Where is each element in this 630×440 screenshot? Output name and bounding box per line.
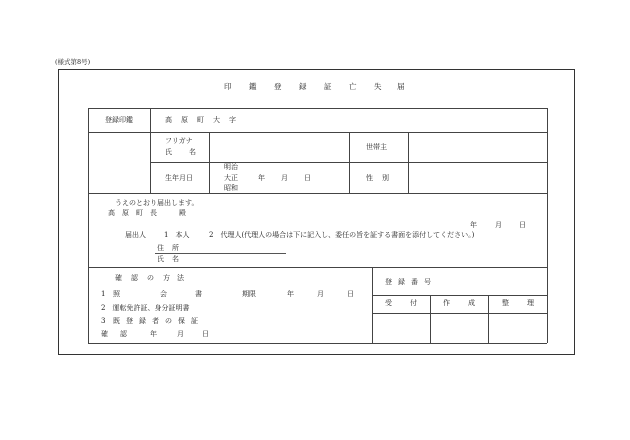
address-char: 高 [165, 116, 172, 124]
agent-name-char: 名 [172, 255, 179, 263]
declaration-text: うえのとおり届出します。 [115, 199, 199, 207]
method1-day-label: 日 [347, 290, 354, 298]
method3-char: 登 [126, 317, 133, 325]
method1-char: 照 [113, 290, 120, 298]
table-rule [430, 295, 431, 343]
householder-label: 世帯主 [366, 143, 387, 151]
form-title-char: 登 [274, 82, 282, 91]
addressee-char: 殿 [179, 209, 186, 217]
form-title-char: 証 [324, 82, 332, 91]
confirm-month-label: 月 [177, 330, 184, 338]
registered-seal-label: 登録印鑑 [105, 116, 133, 124]
form-number: (様式第8号) [55, 58, 91, 66]
confirm-day-label: 日 [202, 330, 209, 338]
addressee-char: 町 [136, 209, 143, 217]
agent-name-char: 氏 [157, 255, 164, 263]
reg-number-char: 号 [424, 278, 431, 286]
sex-label-char: 性 [366, 174, 373, 182]
birth-month-label: 月 [281, 174, 288, 182]
form-title-char: 録 [299, 82, 307, 91]
method1-number: 1 [101, 290, 106, 298]
form-title-char: 亡 [349, 82, 357, 91]
method1-char: 会 [160, 290, 167, 298]
table-rule-bottom [88, 343, 547, 344]
table-rule [88, 132, 547, 133]
name-label-char: 名 [189, 148, 196, 156]
era-showa: 昭和 [224, 184, 238, 192]
table-rule-left [88, 108, 89, 343]
method3-char: 保 [178, 317, 185, 325]
table-rule [150, 108, 151, 193]
era-taisho: 大正 [224, 174, 238, 182]
prepared-label-char: 作 [443, 299, 450, 307]
method3-char: 証 [191, 317, 198, 325]
table-rule [372, 313, 547, 314]
notice-year-label: 年 [470, 221, 477, 229]
method1-period-label: 期限 [242, 290, 256, 298]
verification-heading-char: 認 [131, 274, 138, 282]
sex-label-char: 別 [382, 174, 389, 182]
applicant-option-self: 1 本人 [164, 231, 190, 239]
prepared-label-char: 成 [468, 299, 475, 307]
name-label-char: 氏 [165, 148, 172, 156]
reg-number-char: 録 [398, 278, 405, 286]
form-title-char: 印 [224, 82, 232, 91]
method3-char: 既 [113, 317, 120, 325]
birth-year-label: 年 [258, 174, 265, 182]
applicant-option-agent: 2 代理人(代理人の場合は下に記入し、委任の旨を証する書面を添付してください。) [209, 231, 475, 239]
addressee-char: 長 [150, 209, 157, 217]
method3-char: 者 [152, 317, 159, 325]
notice-month-label: 月 [495, 221, 502, 229]
table-rule [372, 295, 547, 296]
addressee-char: 高 [108, 209, 115, 217]
birthdate-label: 生年月日 [165, 174, 193, 182]
table-rule [88, 193, 547, 194]
method2-text: 2 運転免許証、身分証明書 [101, 304, 190, 312]
method1-month-label: 月 [317, 290, 324, 298]
era-meiji: 明治 [224, 163, 238, 171]
received-label-char: 受 [385, 299, 392, 307]
confirm-label-char: 確 [101, 330, 108, 338]
table-rule [408, 132, 409, 193]
address-char: 字 [229, 116, 236, 124]
confirm-year-label: 年 [150, 330, 157, 338]
verification-heading-char: 確 [115, 274, 122, 282]
notice-day-label: 日 [519, 221, 526, 229]
table-rule-right [547, 108, 548, 343]
reg-number-char: 登 [385, 278, 392, 286]
filed-label-char: 整 [502, 299, 509, 307]
received-label-char: 付 [410, 299, 417, 307]
confirm-label-char: 認 [120, 330, 127, 338]
table-rule [349, 132, 350, 193]
verification-heading-char: 法 [177, 274, 184, 282]
verification-heading-char: 方 [163, 274, 170, 282]
applicant-label: 届出人 [125, 231, 146, 239]
table-rule [488, 295, 489, 343]
agent-address-char: 所 [172, 244, 179, 252]
table-rule-top [88, 108, 547, 109]
form-title-char: 鑑 [249, 82, 257, 91]
method1-year-label: 年 [287, 290, 294, 298]
verification-heading-char: の [147, 274, 154, 282]
addressee-char: 原 [122, 209, 129, 217]
birth-day-label: 日 [304, 174, 311, 182]
address-char: 町 [197, 116, 204, 124]
method3-char: の [165, 317, 172, 325]
table-rule [88, 267, 547, 268]
furigana-label: フリガナ [165, 137, 193, 145]
address-char: 大 [213, 116, 220, 124]
address-char: 原 [181, 116, 188, 124]
method1-char: 書 [195, 290, 202, 298]
agent-address-line [155, 253, 286, 254]
form-title-char: 失 [374, 82, 382, 91]
agent-address-char: 住 [157, 244, 164, 252]
filed-label-char: 理 [527, 299, 534, 307]
form-title-char: 届 [397, 82, 405, 91]
table-rule [209, 132, 210, 193]
method3-char: 録 [139, 317, 146, 325]
reg-number-char: 番 [411, 278, 418, 286]
method3-number: 3 [101, 317, 106, 325]
table-rule [372, 267, 373, 343]
